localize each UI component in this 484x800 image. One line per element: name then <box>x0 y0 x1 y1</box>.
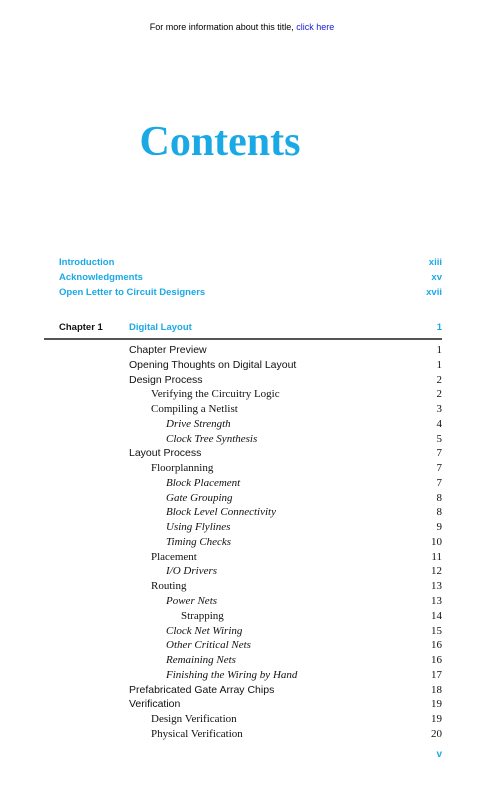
front-matter-page: xvii <box>426 286 442 298</box>
toc-entry-page: 1 <box>436 344 442 356</box>
toc-entry-title: Clock Net Wiring <box>166 624 243 637</box>
toc-entry-page: 12 <box>431 565 442 578</box>
toc-entry-title: Layout Process <box>129 447 202 460</box>
toc-entry[interactable] <box>129 417 442 432</box>
toc-entry-title: Gate Grouping <box>166 491 233 504</box>
toc-entry-page: 11 <box>431 550 442 563</box>
toc-entry[interactable] <box>129 505 442 520</box>
toc-entry[interactable] <box>129 446 442 461</box>
toc-entry[interactable] <box>129 668 442 683</box>
toc-entry[interactable] <box>129 387 442 402</box>
toc-entry-title: Timing Checks <box>166 535 232 548</box>
toc-entry-page: 8 <box>436 491 442 504</box>
toc-entry-page: 20 <box>431 727 442 740</box>
toc-entry[interactable] <box>129 373 442 388</box>
toc-entry[interactable] <box>129 343 442 358</box>
toc-entry-page: 8 <box>436 506 442 519</box>
toc-entry-title: Chapter Preview <box>129 344 207 356</box>
page-title: Contents <box>139 119 301 165</box>
toc-entry-page: 16 <box>431 654 442 667</box>
toc-entry-page: 3 <box>436 403 442 416</box>
chapter-heading[interactable] <box>59 321 442 335</box>
front-matter-item[interactable] <box>59 271 442 286</box>
toc-entry-title: Remaining Nets <box>166 654 236 667</box>
toc-entry-page: 14 <box>431 609 442 622</box>
toc-entry-title: Opening Thoughts on Digital Layout <box>129 358 297 371</box>
toc-entry-title: Drive Strength <box>166 417 231 430</box>
toc-entry[interactable] <box>129 564 442 579</box>
toc-entry-page: 1 <box>436 358 442 371</box>
toc-entry[interactable] <box>129 712 442 727</box>
toc-entry-page: 10 <box>431 535 442 548</box>
toc-entry[interactable] <box>129 358 442 373</box>
front-matter-label: Open Letter to Circuit Designers <box>59 286 206 298</box>
toc-entry[interactable] <box>129 520 442 535</box>
toc-entry[interactable] <box>129 550 442 565</box>
toc-entry[interactable] <box>129 579 442 594</box>
chapter-page: 1 <box>436 322 442 333</box>
toc-entry-title: Finishing the Wiring by Hand <box>166 668 298 681</box>
toc-entry-page: 2 <box>436 373 442 386</box>
front-matter-label: Acknowledgments <box>59 271 143 283</box>
top-note-text: For more information about this title, <box>149 22 297 32</box>
toc-entry[interactable] <box>129 638 442 653</box>
toc-entry-title: Compiling a Netlist <box>151 403 238 416</box>
toc-entries <box>129 343 442 742</box>
toc-entry-title: Power Nets <box>166 595 218 608</box>
toc-entry[interactable] <box>129 461 442 476</box>
chapter-number: Chapter 1 <box>59 322 103 333</box>
toc-entry-page: 16 <box>431 639 442 652</box>
toc-entry[interactable] <box>129 683 442 698</box>
toc-entry-title: Placement <box>151 550 197 563</box>
toc-entry-title: Design Verification <box>151 713 237 726</box>
toc-entry-page: 7 <box>436 447 442 460</box>
toc-entry[interactable] <box>129 535 442 550</box>
chapter-title: Digital Layout <box>129 322 192 333</box>
toc-entry-page: 4 <box>436 417 442 430</box>
toc-entry-title: Verification <box>129 698 181 711</box>
toc-entry-page: 19 <box>431 698 442 711</box>
toc-entry-title: Routing <box>151 580 187 593</box>
toc-entry-title: Block Level Connectivity <box>166 506 276 519</box>
toc-entry-page: 18 <box>431 683 442 696</box>
toc-entry[interactable] <box>129 609 442 624</box>
toc-entry[interactable] <box>129 624 442 639</box>
toc-entry-page: 9 <box>436 521 442 534</box>
toc-entry-title: Physical Verification <box>151 727 243 740</box>
toc-entry-page: 5 <box>436 432 442 445</box>
toc-entry[interactable] <box>129 697 442 712</box>
toc-entry-page: 17 <box>431 668 442 681</box>
toc-entry-title: Other Critical Nets <box>166 639 251 652</box>
toc-entry[interactable] <box>129 402 442 417</box>
toc-entry-title: Block Placement <box>166 476 241 489</box>
toc-entry[interactable] <box>129 491 442 506</box>
toc-entry[interactable] <box>129 476 442 491</box>
front-matter-label: Introduction <box>59 257 115 268</box>
toc-entry-title: Using Flylines <box>166 521 231 534</box>
toc-entry[interactable] <box>129 727 442 742</box>
front-matter-list <box>59 256 442 300</box>
front-matter-page: xv <box>431 271 442 283</box>
toc-entry-page: 2 <box>436 388 442 401</box>
toc-entry-title: I/O Drivers <box>166 565 218 578</box>
toc-entry-title: Prefabricated Gate Array Chips <box>129 683 275 696</box>
toc-entry-title: Floorplanning <box>151 462 214 475</box>
toc-entry-title: Strapping <box>181 609 224 622</box>
toc-entry-page: 7 <box>436 462 442 475</box>
front-matter-item[interactable] <box>59 256 442 271</box>
toc-entry-title: Verifying the Circuitry Logic <box>151 388 280 401</box>
toc-entry-title: Design Process <box>129 373 203 386</box>
toc-entry-title: Clock Tree Synthesis <box>166 432 258 445</box>
click-here-link[interactable]: click here <box>296 22 335 32</box>
toc-entry-page: 15 <box>431 624 442 637</box>
toc-entry-page: 19 <box>431 713 442 726</box>
toc-entry[interactable] <box>129 653 442 668</box>
top-note <box>0 22 484 32</box>
chapter-divider <box>44 338 442 340</box>
toc-entry-page: 7 <box>436 476 442 489</box>
toc-entry-page: 13 <box>431 595 442 608</box>
front-matter-item[interactable] <box>59 286 442 301</box>
toc-entry[interactable] <box>129 594 442 609</box>
front-matter-page: xiii <box>428 257 442 268</box>
toc-entry-page: 13 <box>431 580 442 593</box>
page-number: v <box>436 749 442 760</box>
toc-entry[interactable] <box>129 432 442 447</box>
